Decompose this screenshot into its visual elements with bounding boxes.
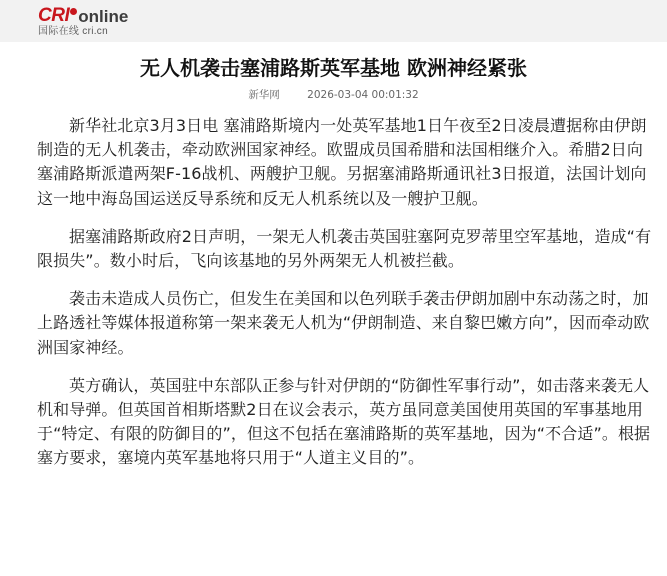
site-header xyxy=(0,0,667,42)
article-paragraph: 据塞浦路斯政府2日声明，一架无人机袭击英国驻塞阿克罗蒂里空军基地，造成“有限损失”。数小时后，飞向该基地的另外两架无人机被拦截。 xyxy=(37,226,652,271)
article-meta xyxy=(0,88,667,102)
logo-online-text: online xyxy=(78,7,129,26)
article-title: 无人机袭击塞浦路斯英军基地 欧洲神经紧张 xyxy=(140,56,527,80)
article-paragraph: 新华社北京3月3日电 塞浦路斯境内一处英军基地1日午夜至2日凌晨遭据称由伊朗制造的无人机袭击，牵动欧洲国家神经。欧盟成员国希腊和法国相继介入。希腊2日向塞浦路斯派遣两架F-16战机、两艘护卫舰。另据塞浦路斯通讯社3日报道，法国计划向这一地中海岛国运送反导系统和反无人机系统以及一艘护卫舰。 xyxy=(37,116,647,208)
article-paragraph: 袭击未造成人员伤亡，但发生在美国和以色列联手袭击伊朗加剧中东动荡之时，加上路透社等媒体报道称第一架来袭无人机为“伊朗制造、来自黎巴嫩方向”，因而牵动欧洲国家神经。 xyxy=(37,289,650,357)
logo-cri-text: CRI xyxy=(38,5,70,26)
article-body xyxy=(37,114,655,485)
logo-dot-icon xyxy=(70,8,77,15)
article-paragraph: 英方确认，英国驻中东部队正参与针对伊朗的“防御性军事行动”，如击落来袭无人机和导弹。但英国首相斯塔默2日在议会表示，英方虽同意美国使用英国的军事基地用于“特定、有限的防御目的”，但这不包括在塞浦路斯的英军基地，因为“不合适”。根据塞方要求，塞境内英军基地将只用于“人道主义目的”。 xyxy=(37,375,651,468)
logo-subtitle: 国际在线 cri.cn xyxy=(38,26,108,37)
cri-online-logo[interactable] xyxy=(38,5,128,37)
article-source: 新华网 xyxy=(248,89,280,101)
article-datetime: 2026-03-04 00:01:32 xyxy=(307,89,419,101)
logo-wordmark xyxy=(38,5,128,25)
